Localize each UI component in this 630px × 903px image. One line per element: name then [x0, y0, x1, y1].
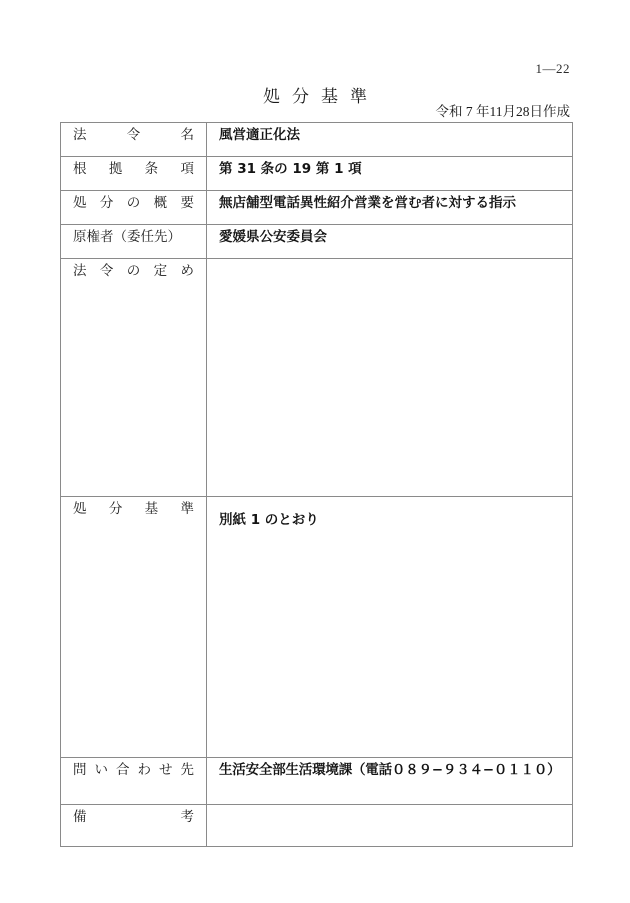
row-label-basis-article [61, 157, 207, 191]
row-value-basis-article [207, 157, 573, 191]
row-value-contact [207, 758, 573, 805]
row-label-disposition-criteria [61, 497, 207, 758]
value-text: 無店舗型電話異性紹介営業を営む者に対する指示 [219, 195, 516, 211]
table-row [61, 758, 573, 805]
label-text: 問い合わせ先 [73, 762, 194, 777]
row-label-original-authority [61, 225, 207, 259]
table-row [61, 259, 573, 497]
table-row [61, 191, 573, 225]
value-text: 生活安全部生活環境課（電話０８９−９３４−０１１０） [219, 762, 561, 778]
row-value-disposition-outline [207, 191, 573, 225]
disposition-criteria-table [60, 122, 573, 847]
value-text: 風営適正化法 [219, 127, 300, 143]
value-text: 第 31 条の 19 第 1 項 [219, 161, 362, 177]
row-label-contact [61, 758, 207, 805]
row-label-disposition-outline [61, 191, 207, 225]
row-value-disposition-criteria [207, 497, 573, 758]
row-label-remarks [61, 805, 207, 847]
created-date: 令和 7 年11月28日作成 [435, 104, 570, 119]
table-row [61, 805, 573, 847]
label-text: 処分の概要 [73, 195, 194, 210]
table-row [61, 497, 573, 758]
row-label-law-name [61, 123, 207, 157]
table-row [61, 157, 573, 191]
label-text: 根拠条項 [73, 161, 194, 176]
label-text: 原権者（委任先） [73, 229, 181, 244]
page-number: 1—22 [535, 61, 570, 76]
table-row [61, 225, 573, 259]
value-text: 愛媛県公安委員会 [219, 229, 327, 245]
row-label-legal-provision [61, 259, 207, 497]
page-title: 処分基準 [263, 87, 379, 106]
label-text: 備考 [73, 809, 194, 824]
row-value-law-name [207, 123, 573, 157]
value-text [207, 259, 572, 270]
row-value-legal-provision [207, 259, 573, 497]
row-value-remarks [207, 805, 573, 847]
label-text: 法令の定め [73, 263, 194, 278]
value-text: 別紙 1 のとおり [219, 512, 319, 528]
row-value-original-authority [207, 225, 573, 259]
label-text: 法令名 [73, 127, 194, 142]
table-row [61, 123, 573, 157]
label-text: 処分基準 [73, 501, 194, 516]
